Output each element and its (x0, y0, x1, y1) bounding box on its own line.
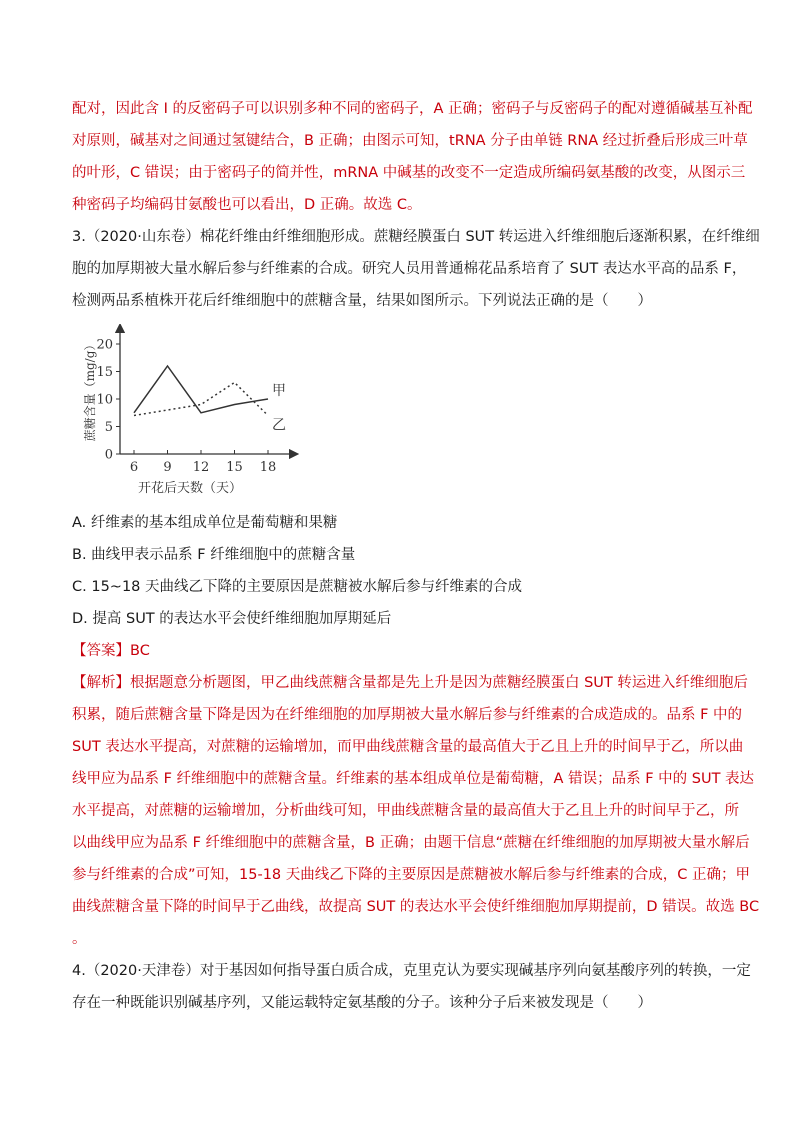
option-a: A. 纤维素的基本组成单位是葡萄糖和果糖 (72, 515, 338, 531)
answer-label: 【答案】 (72, 643, 130, 659)
analysis-line (72, 673, 748, 693)
answer-line (72, 641, 150, 661)
analysis-line: 线甲应为品系 F 纤维细胞中的蔗糖含量。纤维素的基本组成单位是葡萄糖，A 错误；品系 F 中的 SUT 表达 (72, 771, 755, 787)
y-tick-label: 10 (96, 392, 113, 408)
x-tick-label: 9 (163, 460, 172, 475)
y-tick-label: 0 (104, 447, 113, 463)
analysis-line: SUT 表达水平提高，对蔗糖的运输增加，而甲曲线蔗糖含量的最高值大于乙且上升的时间早于乙，所以曲 (72, 739, 744, 755)
analysis-line: 曲线蔗糖含量下降的时间早于乙曲线，故提高 SUT 的表达水平会使纤维细胞加厚期提前，D 错误。故选 BC (72, 899, 760, 915)
series-yi-label: 乙 (272, 417, 286, 434)
answer-value: BC (130, 643, 150, 659)
y-tick-label: 15 (96, 365, 113, 380)
option-c: C. 15~18 天曲线乙下降的主要原因是蔗糖被水解后参与纤维素的合成 (72, 579, 523, 595)
sucrose-line-chart (82, 324, 314, 500)
analysis-line: 积累，随后蔗糖含量下降是因为在纤维细胞的加厚期被大量水解后参与纤维素的合成造成的。品系 F 中的 (72, 707, 743, 723)
question-stem-line: 3.（2020·山东卷）棉花纤维由纤维细胞形成。蔗糖经膜蛋白 SUT 转运进入纤维细胞后逐渐积累，在纤维细 (72, 229, 760, 245)
y-tick-label: 5 (104, 420, 113, 435)
question-stem-line: 检测两品系植株开花后纤维细胞中的蔗糖含量，结果如图所示。下列说法正确的是（ ） (72, 293, 652, 309)
x-tick-label: 6 (129, 460, 139, 475)
x-tick-label: 15 (226, 460, 243, 475)
y-axis-label: 蔗糖含量（mg/g） (83, 338, 97, 442)
explanation-line: 配对，因此含 I 的反密码子可以识别多种不同的密码子，A 正确；密码子与反密码子的配对遵循碱基互补配 (72, 101, 753, 117)
x-tick-label: 18 (259, 460, 277, 475)
analysis-line: 水平提高，对蔗糖的运输增加，分析曲线可知，甲曲线蔗糖含量的最高值大于乙且上升的时间早于乙，所 (72, 803, 739, 819)
x-tick-label: 12 (192, 460, 210, 475)
analysis-line: 参与纤维素的合成”可知，15-18 天曲线乙下降的主要原因是蔗糖被水解后参与纤维素的合成，C 正确；甲 (72, 867, 750, 883)
explanation-line: 的叶形，C 错误；由于密码子的简并性，mRNA 中碱基的改变不一定造成所编码氨基酸的改变，从图示三 (72, 165, 746, 181)
explanation-line: 对原则，碱基对之间通过氢键结合，B 正确；由图示可知，tRNA 分子由单链 RNA 经过折叠后形成三叶草 (72, 133, 748, 149)
option-d: D. 提高 SUT 的表达水平会使纤维细胞加厚期延后 (72, 611, 392, 627)
analysis-line: 。 (72, 931, 87, 947)
x-axis-label: 开花后天数（天） (137, 481, 243, 496)
option-b: B. 曲线甲表示品系 F 纤维细胞中的蔗糖含量 (72, 547, 356, 563)
analysis-label: 【解析】 (72, 675, 130, 691)
analysis-line: 以曲线甲应为品系 F 纤维细胞中的蔗糖含量，B 正确；由题干信息“蔗糖在纤维细胞的加厚期被大量水解后 (72, 835, 750, 851)
series-jia-label: 甲 (272, 383, 286, 399)
explanation-line: 种密码子均编码甘氨酸也可以看出，D 正确。故选 C。 (72, 197, 422, 213)
chart-svg (82, 324, 314, 500)
question-stem-line: 胞的加厚期被大量水解后参与纤维素的合成。研究人员用普通棉花品系培育了 SUT 表达水平高的品系 F， (72, 261, 747, 277)
question-stem-line: 4.（2020·天津卷）对于基因如何指导蛋白质合成，克里克认为要实现碱基序列向氨基酸序列的转换，一定 (72, 963, 751, 979)
analysis-text: 根据题意分析题图，甲乙曲线蔗糖含量都是先上升是因为蔗糖经膜蛋白 SUT 转运进入纤维细胞后 (130, 675, 748, 691)
y-tick-label: 20 (96, 337, 113, 353)
series-jia-line (134, 366, 268, 413)
series-yi-line (134, 383, 268, 416)
question-stem-line: 存在一种既能识别碱基序列，又能运载特定氨基酸的分子。该种分子后来被发现是（ ） (72, 995, 652, 1011)
